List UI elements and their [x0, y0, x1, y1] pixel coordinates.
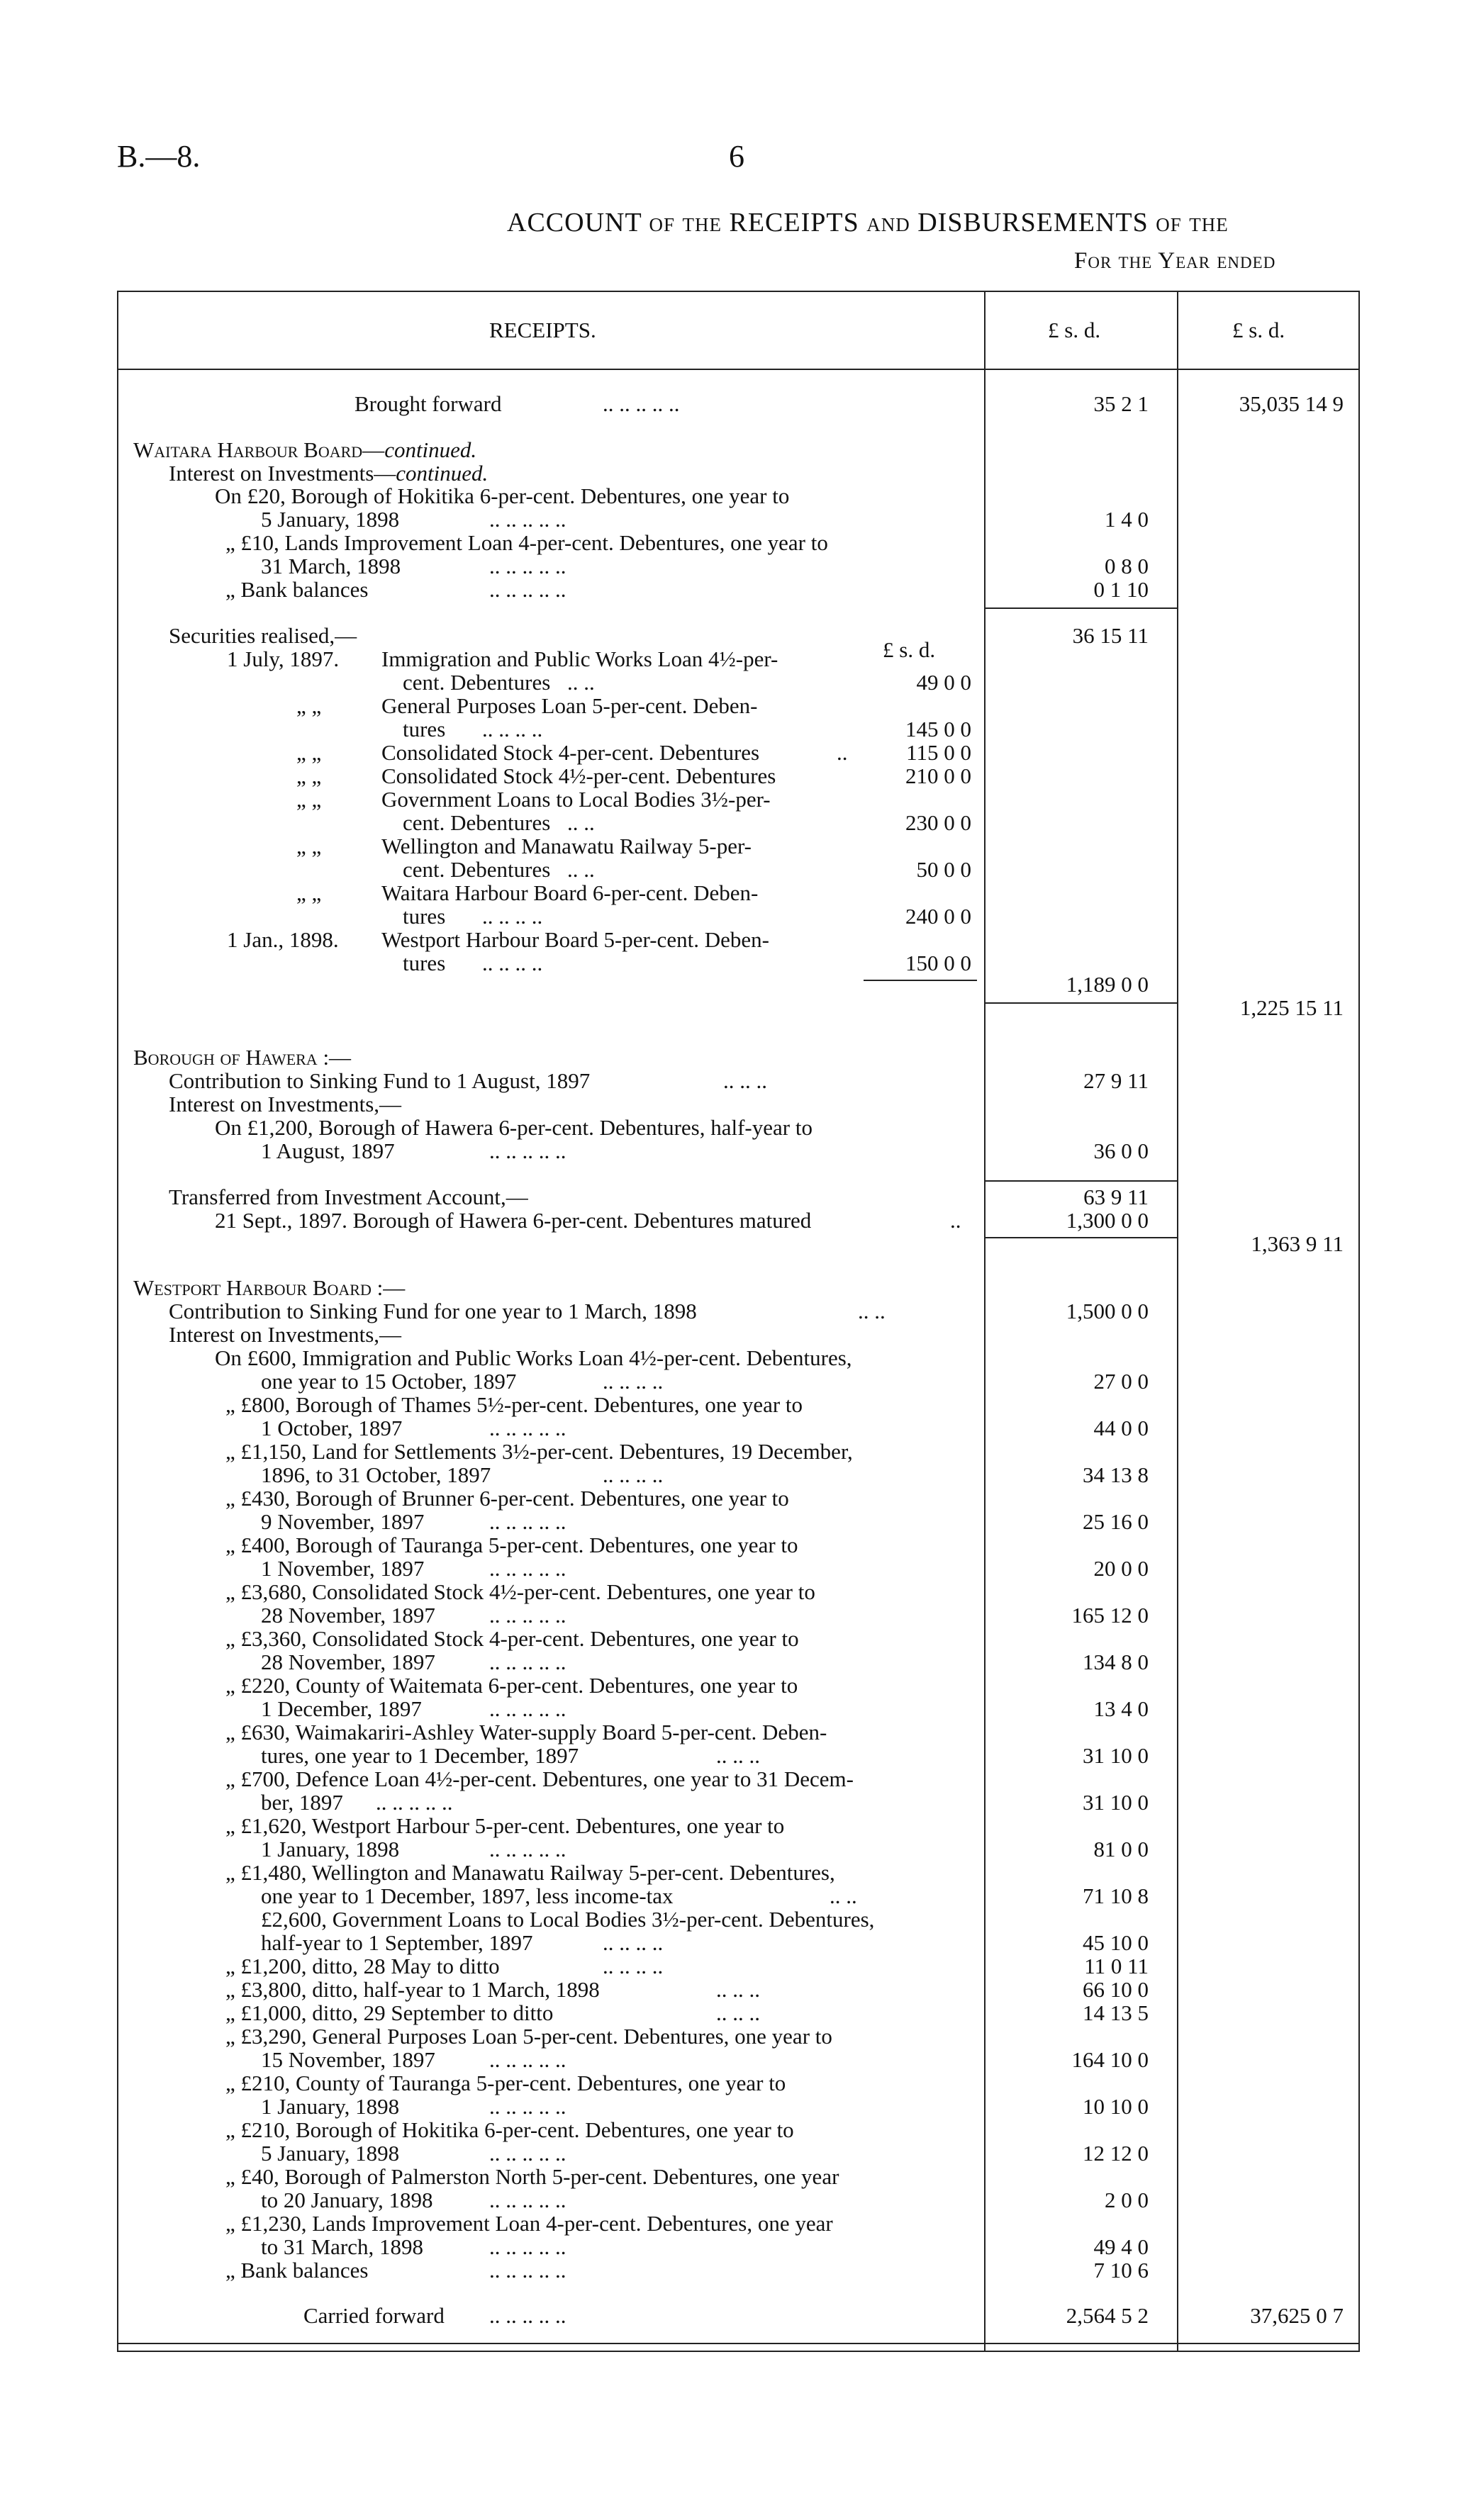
section-continued: continued. — [384, 437, 477, 462]
amount: 1,300 0 0 — [1066, 1208, 1149, 1233]
line-item: 21 Sept., 1897. Borough of Hawera 6-per-cent. Debentures matured — [215, 1208, 812, 1233]
total-amount: 1,363 9 11 — [1251, 1231, 1344, 1256]
inner-amount: 230 0 0 — [905, 810, 971, 835]
line-item: to 20 January, 1898 — [261, 2188, 433, 2212]
date-label: 1 Jan., 1898. — [227, 927, 339, 952]
date-label: 1 July, 1897. — [227, 646, 340, 671]
column-divider-2 — [1177, 291, 1178, 2352]
line-item: „ £1,000, ditto, 29 September to ditto — [225, 2000, 554, 2025]
inner-amount: 240 0 0 — [905, 904, 971, 929]
amount: 44 0 0 — [1093, 1416, 1149, 1440]
document-title: ACCOUNT of the RECEIPTS and DISBURSEMENTS of the — [507, 208, 1229, 237]
amount: 12 12 0 — [1083, 2141, 1149, 2166]
security-item: tures — [403, 951, 446, 975]
leader-dots: .. .. — [830, 1883, 857, 1908]
leader-dots: .. .. .. .. — [482, 951, 543, 975]
column-divider-3 — [1358, 291, 1360, 2352]
line-item: one year to 15 October, 1897 — [261, 1369, 517, 1394]
amount: 35 2 1 — [1093, 391, 1149, 416]
security-item: Waitara Harbour Board 6-per-cent. Deben- — [381, 880, 759, 905]
leader-dots: .. .. .. .. .. — [489, 554, 566, 578]
leader-dots: .. .. .. .. .. — [489, 2303, 566, 2328]
leader-dots: .. .. .. .. .. — [489, 1556, 566, 1581]
line-item: Interest on Investments,— — [169, 1092, 402, 1116]
leader-dots: .. .. .. .. .. — [489, 2047, 566, 2072]
amount: 14 13 5 — [1083, 2000, 1149, 2025]
line-item: „ £3,800, ditto, half-year to 1 March, 1898 — [225, 1977, 600, 2002]
line-item: 5 January, 1898 — [261, 2141, 400, 2166]
security-item: Consolidated Stock 4-per-cent. Debentures — [381, 740, 760, 765]
leader-dots: .. .. .. .. — [603, 1954, 664, 1978]
security-item: Westport Harbour Board 5-per-cent. Deben- — [381, 927, 769, 952]
total-amount: 35,035 14 9 — [1239, 391, 1344, 416]
line-item: „ £210, County of Tauranga 5-per-cent. Debentures, one year to — [225, 2071, 786, 2095]
line-item: 9 November, 1897 — [261, 1509, 425, 1534]
line-securities-realised: Securities realised,— — [169, 623, 357, 648]
leader-dots: .. — [950, 1208, 961, 1233]
inner-total-rule — [864, 980, 977, 981]
line-brought-forward: Brought forward — [354, 391, 502, 416]
leader-dots: .. .. .. .. .. — [489, 2141, 566, 2166]
line-item: half-year to 1 September, 1897 — [261, 1930, 533, 1955]
inner-column-header: £ s. d. — [883, 637, 936, 662]
line-text: Interest on Investments— — [169, 461, 396, 486]
amount: 0 8 0 — [1105, 554, 1149, 578]
leader-dots: .. .. .. .. .. — [489, 577, 566, 602]
line-interest-on-investments — [169, 461, 488, 485]
leader-dots: .. .. .. .. .. — [489, 1138, 566, 1163]
subtotal-rule — [986, 1237, 1177, 1238]
subtotal: 36 15 11 — [1072, 623, 1149, 648]
leader-dots: .. .. — [567, 670, 595, 695]
line-item: „ £1,480, Wellington and Manawatu Railway 5-per-cent. Debentures, — [225, 1860, 835, 1885]
security-item: cent. Debentures — [403, 670, 551, 695]
ditto-mark: „ „ — [296, 880, 322, 905]
section-heading-westport — [133, 1276, 405, 1299]
line-item: 1 August, 1897 — [261, 1138, 395, 1163]
leader-dots: .. .. .. .. .. — [376, 1790, 453, 1815]
line-item: On £1,200, Borough of Hawera 6-per-cent. Debentures, half-year to — [215, 1115, 813, 1140]
amount: 31 10 0 — [1083, 1790, 1149, 1815]
security-item: Wellington and Manawatu Railway 5-per- — [381, 834, 752, 858]
line-item: Interest on Investments,— — [169, 1322, 402, 1347]
line-item: On £600, Immigration and Public Works Loan 4½-per-cent. Debentures, — [215, 1345, 852, 1370]
leader-dots: .. .. .. — [716, 1743, 760, 1768]
line-item: 1 January, 1898 — [261, 2094, 400, 2119]
section-heading-hawera — [133, 1046, 351, 1069]
subtotal-rule — [986, 1180, 1177, 1182]
amount: 7 10 6 — [1093, 2258, 1149, 2283]
line-item: Transferred from Investment Account,— — [169, 1185, 528, 1209]
section-name: Westport Harbour Board :— — [133, 1275, 406, 1300]
line-item: 1 January, 1898 — [261, 1837, 400, 1861]
amount: 81 0 0 — [1093, 1837, 1149, 1861]
leader-dots: .. .. .. .. .. — [489, 2234, 566, 2259]
amount: 66 10 0 — [1083, 1977, 1149, 2002]
amount: 134 8 0 — [1083, 1650, 1149, 1674]
leader-dots: .. .. .. .. .. — [489, 1837, 566, 1861]
leader-dots: .. .. .. — [716, 2000, 760, 2025]
inner-amount: 145 0 0 — [905, 717, 971, 741]
leader-dots: .. .. .. .. .. — [489, 2258, 566, 2283]
leader-dots: .. .. .. — [723, 1068, 767, 1093]
security-item: tures — [403, 904, 446, 929]
leader-dots: .. .. .. .. — [603, 1462, 664, 1487]
leader-dots: .. .. .. .. .. — [489, 1416, 566, 1440]
leader-dots: .. .. .. .. — [482, 717, 543, 741]
inner-amount: 210 0 0 — [905, 763, 971, 788]
line-item: one year to 1 December, 1897, less income-tax — [261, 1883, 674, 1908]
leader-dots: .. — [837, 740, 848, 765]
line-item: „ £630, Waimakariri-Ashley Water-supply Board 5-per-cent. Deben- — [225, 1720, 827, 1745]
inner-amount: 49 0 0 — [916, 670, 971, 695]
line-carried-forward: Carried forward — [303, 2303, 445, 2328]
amount: 25 16 0 — [1083, 1509, 1149, 1534]
line-item: £2,600, Government Loans to Local Bodies 3½-per-cent. Debentures, — [261, 1907, 875, 1932]
amount: 165 12 0 — [1071, 1603, 1149, 1628]
line-item: Contribution to Sinking Fund for one year to 1 March, 1898 — [169, 1299, 697, 1323]
line-item: tures, one year to 1 December, 1897 — [261, 1743, 579, 1768]
total-amount: 1,225 15 11 — [1239, 995, 1344, 1020]
line-item: 15 November, 1897 — [261, 2047, 435, 2072]
pounds-column-header-1: £ s. d. — [1048, 318, 1101, 342]
receipts-column-header: RECEIPTS. — [489, 318, 596, 342]
leader-dots: .. .. — [567, 810, 595, 835]
amount: 27 9 11 — [1083, 1068, 1149, 1093]
ditto-mark: „ „ — [296, 763, 322, 788]
amount: 1,500 0 0 — [1066, 1299, 1149, 1323]
page-number: 6 — [729, 139, 744, 174]
line-item: „ £700, Defence Loan 4½-per-cent. Debentures, one year to 31 Decem- — [225, 1766, 854, 1791]
leader-dots: .. .. .. .. .. — [489, 1696, 566, 1721]
leader-dots: .. .. .. — [716, 1977, 760, 2002]
ditto-mark: „ „ — [296, 693, 322, 718]
line-item: 28 November, 1897 — [261, 1650, 435, 1674]
line-item: 31 March, 1898 — [261, 554, 401, 578]
line-item: 1896, to 31 October, 1897 — [261, 1462, 491, 1487]
leader-dots: .. .. .. .. — [482, 904, 543, 929]
line-item: „ £1,230, Lands Improvement Loan 4-per-cent. Debentures, one year — [225, 2211, 833, 2236]
leader-dots: .. .. .. .. .. — [489, 1603, 566, 1628]
amount: 20 0 0 — [1093, 1556, 1149, 1581]
line-item: „ £10, Lands Improvement Loan 4-per-cent. Debentures, one year to — [225, 530, 828, 555]
inner-amount: 150 0 0 — [905, 951, 971, 975]
leader-dots: .. .. — [858, 1299, 886, 1323]
leader-dots: .. .. .. .. — [603, 1369, 664, 1394]
column-divider-1 — [984, 291, 986, 2352]
line-item: „ £400, Borough of Tauranga 5-per-cent. Debentures, one year to — [225, 1533, 798, 1557]
amount: 11 0 11 — [1084, 1954, 1149, 1978]
line-item: „ £40, Borough of Palmerston North 5-per-cent. Debentures, one year — [225, 2164, 839, 2189]
line-item: „ Bank balances — [225, 2258, 369, 2283]
security-item: General Purposes Loan 5-per-cent. Deben- — [381, 693, 758, 718]
amount: 36 0 0 — [1093, 1138, 1149, 1163]
leader-dots: .. .. .. .. .. — [489, 507, 566, 532]
security-item: Consolidated Stock 4½-per-cent. Debentures — [381, 763, 776, 788]
amount: 10 10 0 — [1083, 2094, 1149, 2119]
line-continued: continued. — [396, 461, 488, 486]
line-item: ber, 1897 — [261, 1790, 343, 1815]
ditto-mark: „ „ — [296, 740, 322, 765]
amount: 1 4 0 — [1105, 507, 1149, 532]
inner-amount: 115 0 0 — [906, 740, 971, 765]
leader-dots: .. .. .. .. .. — [489, 1650, 566, 1674]
line-item: „ £210, Borough of Hokitika 6-per-cent. Debentures, one year to — [225, 2117, 794, 2142]
ditto-mark: „ „ — [296, 787, 322, 812]
pounds-column-header-2: £ s. d. — [1232, 318, 1285, 342]
carried-forward-amount: 2,564 5 2 — [1066, 2303, 1149, 2328]
line-item: „ £1,200, ditto, 28 May to ditto — [225, 1954, 500, 1978]
security-item: tures — [403, 717, 446, 741]
subtotal: 63 9 11 — [1083, 1185, 1149, 1209]
security-item: cent. Debentures — [403, 857, 551, 882]
security-item: Immigration and Public Works Loan 4½-per- — [381, 646, 778, 671]
amount: 49 4 0 — [1093, 2234, 1149, 2259]
subtotal-rule — [986, 607, 1177, 609]
line-item: 1 December, 1897 — [261, 1696, 422, 1721]
amount: 164 10 0 — [1071, 2047, 1149, 2072]
document-subtitle: For the Year ended — [1074, 248, 1276, 274]
line-item: „ Bank balances — [225, 577, 369, 602]
report-reference: B.—8. — [117, 139, 201, 174]
footer-rule — [117, 2343, 1360, 2344]
leader-dots: .. .. .. .. .. — [489, 2188, 566, 2212]
line-item: „ £3,680, Consolidated Stock 4½-per-cent. Debentures, one year to — [225, 1579, 815, 1604]
security-item: cent. Debentures — [403, 810, 551, 835]
line-item: 1 October, 1897 — [261, 1416, 403, 1440]
section-name: Waitara Harbour Board— — [133, 437, 385, 462]
line-item: „ £800, Borough of Thames 5½-per-cent. Debentures, one year to — [225, 1392, 803, 1417]
line-item: 28 November, 1897 — [261, 1603, 435, 1628]
line-item: „ £3,290, General Purposes Loan 5-per-cent. Debentures, one year to — [225, 2024, 832, 2049]
leader-dots: .. .. — [567, 857, 595, 882]
line-item: On £20, Borough of Hokitika 6-per-cent. Debentures, one year to — [215, 483, 790, 508]
amount: 2 0 0 — [1105, 2188, 1149, 2212]
header-rule — [117, 369, 1360, 370]
security-item: Government Loans to Local Bodies 3½-per- — [381, 787, 771, 812]
subtotal-rule — [986, 1002, 1177, 1004]
leader-dots: .. .. .. .. .. — [603, 391, 680, 416]
section-name: Borough of Hawera :— — [133, 1045, 352, 1070]
amount: 13 4 0 — [1093, 1696, 1149, 1721]
subtotal: 1,189 0 0 — [1066, 972, 1149, 997]
line-item: „ £1,620, Westport Harbour 5-per-cent. Debentures, one year to — [225, 1813, 785, 1838]
leader-dots: .. .. .. .. .. — [489, 1509, 566, 1534]
amount: 71 10 8 — [1083, 1883, 1149, 1908]
ditto-mark: „ „ — [296, 834, 322, 858]
line-item: to 31 March, 1898 — [261, 2234, 424, 2259]
amount: 31 10 0 — [1083, 1743, 1149, 1768]
section-heading-waitara — [133, 438, 476, 461]
line-item: „ £1,150, Land for Settlements 3½-per-cent. Debentures, 19 December, — [225, 1439, 853, 1464]
inner-amount: 50 0 0 — [916, 857, 971, 882]
line-item: „ £220, County of Waitemata 6-per-cent. Debentures, one year to — [225, 1673, 798, 1698]
amount: 45 10 0 — [1083, 1930, 1149, 1955]
line-item: „ £430, Borough of Brunner 6-per-cent. Debentures, one year to — [225, 1486, 789, 1511]
line-item: 1 November, 1897 — [261, 1556, 425, 1581]
carried-forward-total: 37,625 0 7 — [1250, 2303, 1344, 2328]
leader-dots: .. .. .. .. — [603, 1930, 664, 1955]
line-item: Contribution to Sinking Fund to 1 August, 1897 — [169, 1068, 591, 1093]
line-item: 5 January, 1898 — [261, 507, 400, 532]
amount: 27 0 0 — [1093, 1369, 1149, 1394]
line-item: „ £3,360, Consolidated Stock 4-per-cent. Debentures, one year to — [225, 1626, 799, 1651]
amount: 34 13 8 — [1083, 1462, 1149, 1487]
amount: 0 1 10 — [1093, 577, 1149, 602]
leader-dots: .. .. .. .. .. — [489, 2094, 566, 2119]
